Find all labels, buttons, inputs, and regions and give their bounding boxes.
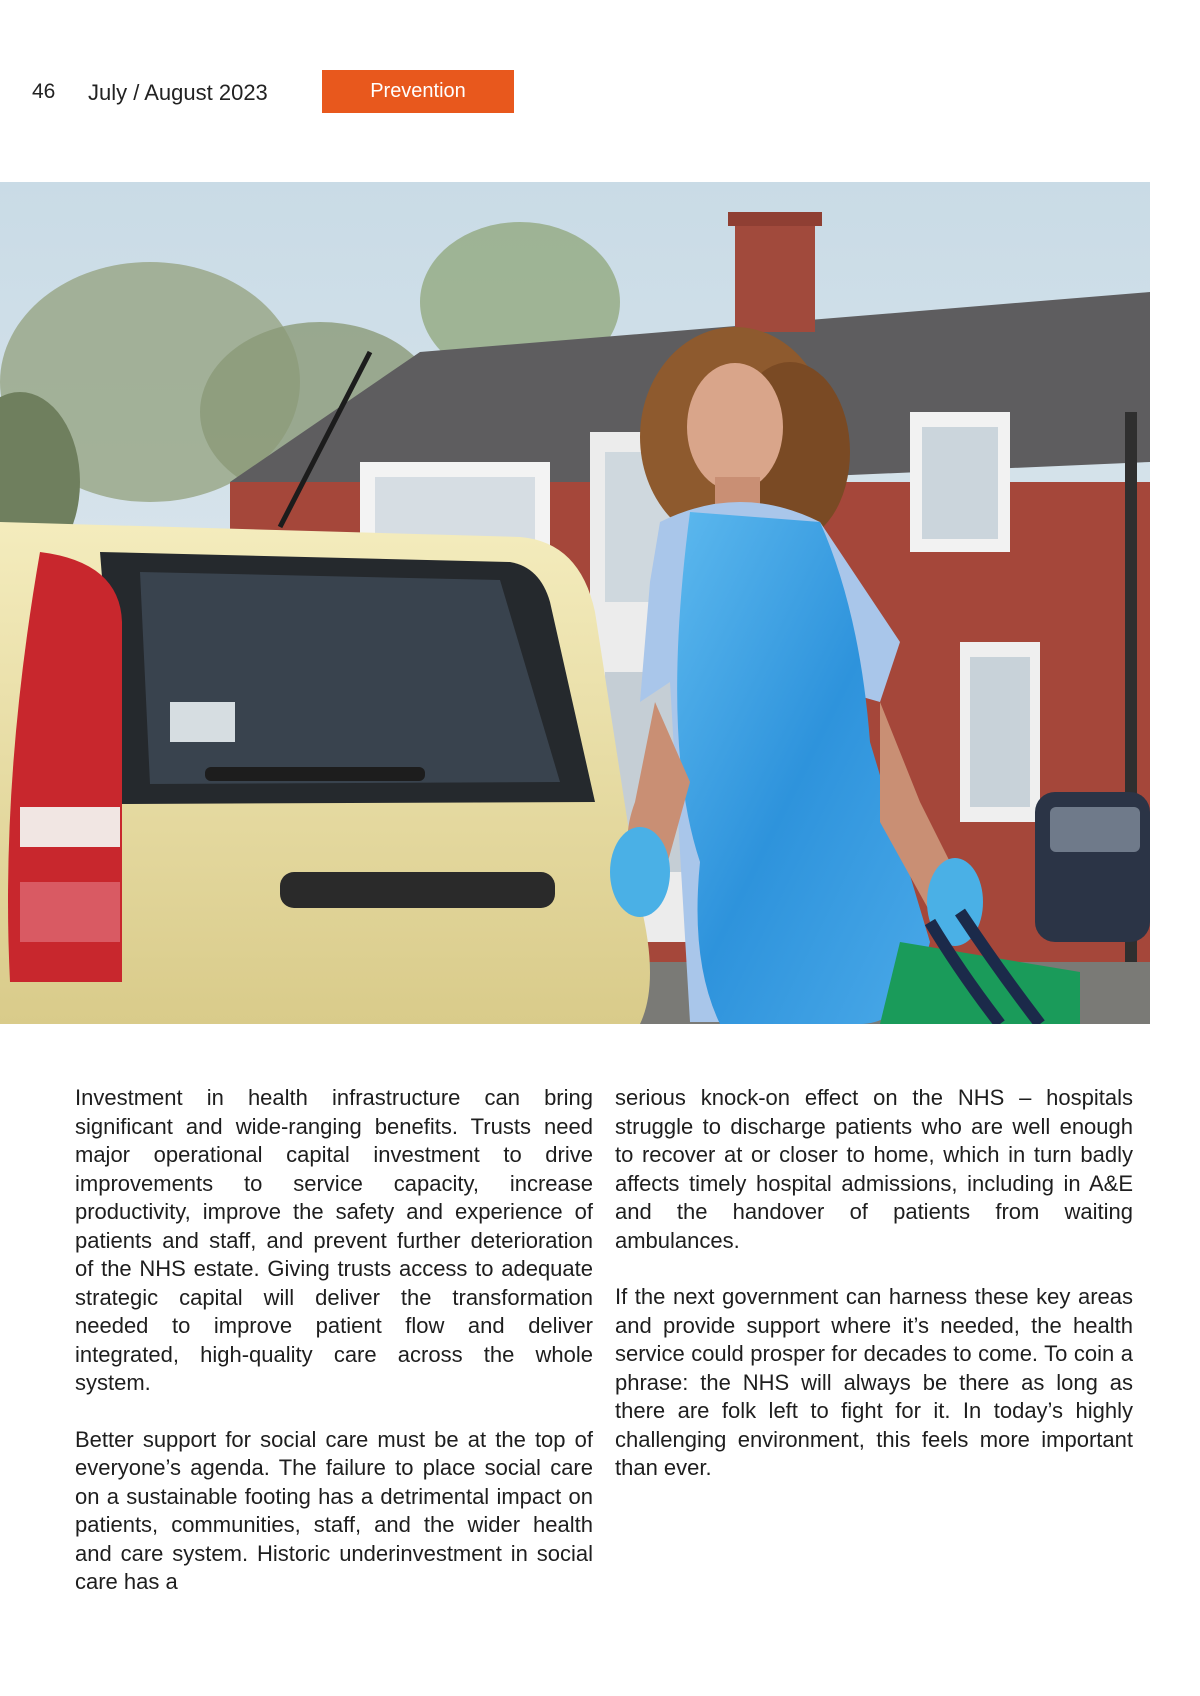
page-number: 46 <box>32 80 56 103</box>
article-paragraph: If the next government can harness these key areas and provide support where it’s needed, the health service could prosper for decades to come. To coin a phrase: the NHS will always be there as long as there are folk left to fight for it. In today’s highly challenging environment, this feels more important than ever. <box>615 1284 1133 1480</box>
article-paragraph: Investment in health infrastructure can bring significant and wide-ranging benefits. Trusts need major operational capital investment to drive improvements to service capacity, increase productivity, improve the safety and experience of patients and staff, and prevent further deterioration of the NHS estate. Giving trusts access to adequate strategic capital will deliver the transformation needed to improve patient flow and deliver integrated, high-quality care across the whole system. <box>75 1085 593 1395</box>
article-paragraph: Better support for social care must be at the top of everyone’s agenda. The failure to place social care on a sustainable footing has a detrimental impact on patients, communities, staff, and the wider health and care system. Historic underinvestment in social care has a <box>75 1426 593 1594</box>
article-paragraph: serious knock-on effect on the NHS – hospitals struggle to discharge patients who are well enough to recover at or closer to home, which in turn badly affects timely hospital admissions, including in A&E and the handover of patients from waiting ambulances. <box>615 1085 1133 1253</box>
page-header <box>0 0 1200 130</box>
issue-date: July / August 2023 <box>88 80 268 105</box>
article-photo <box>0 182 1150 1024</box>
article-column-right <box>615 1084 1133 1511</box>
section-tag: Prevention <box>322 70 514 113</box>
article-column-left <box>75 1084 593 1625</box>
